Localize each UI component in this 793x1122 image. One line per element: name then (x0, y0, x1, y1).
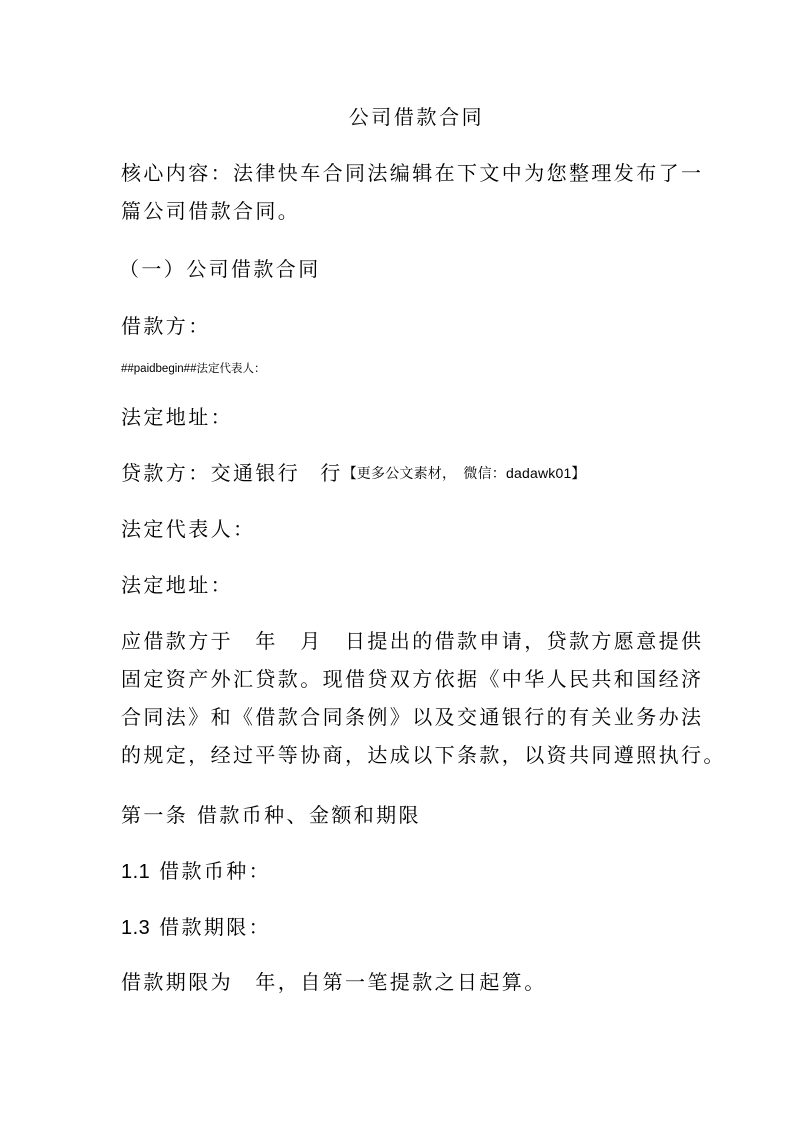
item-1-3-number: 1.3 (121, 917, 151, 939)
paragraph-line-2: 固定资产外汇贷款。现借贷双方依据《中华人民共和国经济 (121, 667, 704, 691)
intro-line-2: 篇公司借款合同。 (121, 199, 301, 223)
borrower-address-label: 法定地址： (121, 405, 233, 429)
document-title: 公司借款合同 (348, 105, 485, 129)
lender-suffix: 行 (320, 461, 343, 485)
item-1-1-number: 1.1 (121, 861, 151, 883)
lender-label: 贷款方：交通银行 (121, 461, 301, 485)
paragraph-line-1: 应借款方于 年 月 日提出的借款申请，贷款方愿意提供 (121, 629, 704, 653)
lender-line (121, 459, 586, 487)
lender-note: 【更多公文素材， 微信：dadawk01】 (342, 465, 586, 481)
paragraph-line-4: 的规定，经过平等协商，达成以下条款，以资共同遵照执行。 (121, 743, 726, 767)
item-1-3 (121, 913, 271, 942)
intro-line-1: 核心内容：法律快车合同法编辑在下文中为您整理发布了一 (121, 161, 704, 185)
article-one-heading: 第一条 借款币种、金额和期限 (121, 803, 421, 827)
term-line: 借款期限为 年，自第一笔提款之日起算。 (121, 970, 547, 994)
section-heading: （一）公司借款合同 (119, 257, 321, 281)
item-1-1-text: 借款币种： (159, 859, 272, 883)
lender-rep-label: 法定代表人： (121, 517, 256, 541)
borrower-label: 借款方： (121, 314, 211, 338)
paragraph-line-3: 合同法》和《借款合同条例》以及交通银行的有关业务办法 (121, 705, 704, 729)
lender-address-label: 法定地址： (121, 573, 233, 597)
paid-marker-line: ##paidbegin##法定代表人： (121, 363, 266, 375)
item-1-1 (121, 857, 271, 886)
item-1-3-text: 借款期限： (159, 915, 272, 939)
